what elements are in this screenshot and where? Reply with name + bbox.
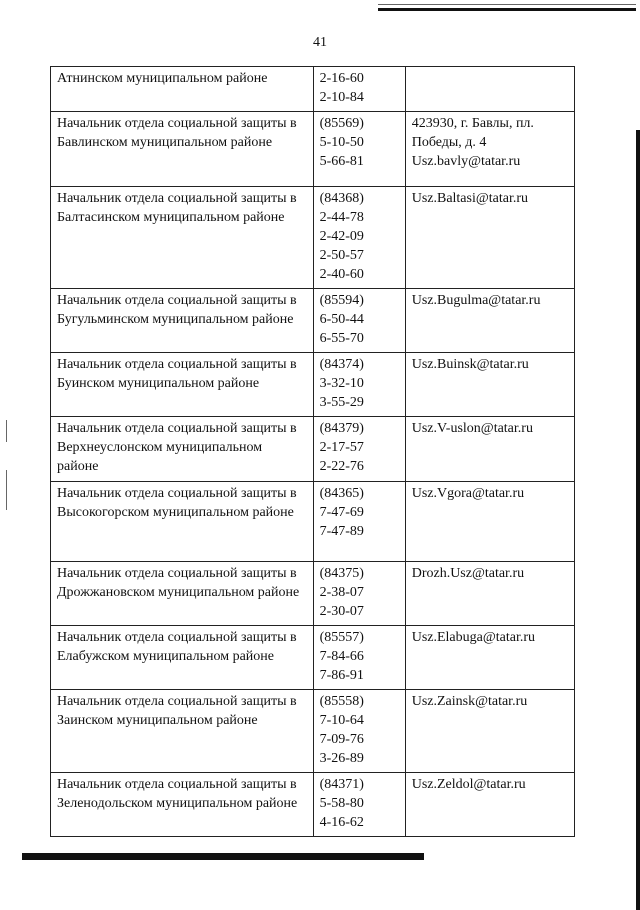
department-title-line: Начальник отдела социальной защиты в bbox=[57, 116, 297, 131]
phone-number: 5-66-81 bbox=[319, 154, 364, 169]
department-title-line: Начальник отдела социальной защиты в bbox=[57, 566, 297, 581]
phone-number: 7-09-76 bbox=[319, 732, 364, 747]
phone-number: (84365) bbox=[319, 486, 364, 501]
phone-number: 7-84-66 bbox=[319, 649, 364, 664]
contact-cell bbox=[405, 417, 574, 482]
phone-number: 2-38-07 bbox=[319, 585, 364, 600]
department-title-line: Дрожжановском муниципальном районе bbox=[57, 585, 300, 600]
contact-cell bbox=[405, 187, 574, 289]
scan-artifact-bottom bbox=[22, 853, 424, 860]
phone-number: 7-47-89 bbox=[319, 524, 364, 539]
phone-number: 2-10-84 bbox=[319, 90, 364, 105]
phone-cell bbox=[313, 417, 405, 482]
table-row bbox=[51, 626, 575, 690]
department-title-cell bbox=[51, 112, 314, 187]
phone-number: 6-55-70 bbox=[319, 331, 364, 346]
department-title-cell bbox=[51, 773, 314, 837]
phone-number: 2-17-57 bbox=[319, 440, 364, 455]
department-title-line: Атнинском муниципальном районе bbox=[57, 71, 268, 86]
department-title-line: районе bbox=[57, 459, 99, 474]
phone-number: 2-30-07 bbox=[319, 604, 364, 619]
table-row bbox=[51, 112, 575, 187]
phone-number: (84379) bbox=[319, 421, 364, 436]
department-title-cell bbox=[51, 562, 314, 626]
contact-line: Usz.Zainsk@tatar.ru bbox=[411, 694, 528, 709]
contact-cell bbox=[405, 482, 574, 562]
department-title-line: Начальник отдела социальной защиты в bbox=[57, 694, 297, 709]
phone-number: 3-32-10 bbox=[319, 376, 364, 391]
contact-line: Usz.Bugulma@tatar.ru bbox=[411, 293, 541, 308]
table-row bbox=[51, 353, 575, 417]
department-title-cell bbox=[51, 187, 314, 289]
contact-line: Usz.Zeldol@tatar.ru bbox=[411, 777, 526, 792]
scan-artifact-top bbox=[378, 8, 636, 11]
department-title-cell bbox=[51, 289, 314, 353]
phone-number: (85594) bbox=[319, 293, 364, 308]
phone-number: 5-10-50 bbox=[319, 135, 364, 150]
department-title-line: Заинском муниципальном районе bbox=[57, 713, 258, 728]
department-title-line: Начальник отдела социальной защиты в bbox=[57, 486, 297, 501]
phone-number: (84368) bbox=[319, 191, 364, 206]
department-title-cell bbox=[51, 482, 314, 562]
department-title-line: Балтасинском муниципальном районе bbox=[57, 210, 285, 225]
contact-cell bbox=[405, 690, 574, 773]
contacts-table-body bbox=[51, 67, 575, 837]
contact-line: Drozh.Usz@tatar.ru bbox=[411, 566, 525, 581]
contact-cell bbox=[405, 562, 574, 626]
contacts-table bbox=[50, 66, 575, 837]
contact-cell bbox=[405, 773, 574, 837]
contact-line: Победы, д. 4 bbox=[411, 135, 487, 150]
phone-number: 2-16-60 bbox=[319, 71, 364, 86]
phone-number: (85569) bbox=[319, 116, 364, 131]
phone-number: 7-86-91 bbox=[319, 668, 364, 683]
phone-number: 2-44-78 bbox=[319, 210, 364, 225]
phone-cell bbox=[313, 690, 405, 773]
table-row bbox=[51, 187, 575, 289]
phone-number: (85557) bbox=[319, 630, 364, 645]
phone-number: 3-26-89 bbox=[319, 751, 364, 766]
table-row bbox=[51, 773, 575, 837]
table-row bbox=[51, 289, 575, 353]
contact-line: Usz.Elabuga@tatar.ru bbox=[411, 630, 535, 645]
phone-number: (84374) bbox=[319, 357, 364, 372]
phone-number: (84371) bbox=[319, 777, 364, 792]
phone-number: 2-22-76 bbox=[319, 459, 364, 474]
department-title-line: Бугульминском муниципальном районе bbox=[57, 312, 294, 327]
phone-number: 2-42-09 bbox=[319, 229, 364, 244]
table-row bbox=[51, 67, 575, 112]
phone-number: 5-58-80 bbox=[319, 796, 364, 811]
department-title-cell bbox=[51, 67, 314, 112]
contact-line: Usz.V-uslon@tatar.ru bbox=[411, 421, 533, 436]
contact-cell bbox=[405, 289, 574, 353]
department-title-line: Бавлинском муниципальном районе bbox=[57, 135, 273, 150]
contact-cell bbox=[405, 112, 574, 187]
table-row bbox=[51, 690, 575, 773]
phone-cell bbox=[313, 562, 405, 626]
department-title-line: Начальник отдела социальной защиты в bbox=[57, 191, 297, 206]
contact-line: 423930, г. Бавлы, пл. bbox=[411, 116, 534, 131]
phone-number: (85558) bbox=[319, 694, 364, 709]
phone-number: 4-16-62 bbox=[319, 815, 364, 830]
department-title-line: Начальник отдела социальной защиты в bbox=[57, 777, 297, 792]
phone-number: 2-40-60 bbox=[319, 267, 364, 282]
scan-artifact-top-thin bbox=[378, 4, 636, 5]
phone-number: 6-50-44 bbox=[319, 312, 364, 327]
department-title-cell bbox=[51, 353, 314, 417]
department-title-line: Елабужском муниципальном районе bbox=[57, 649, 274, 664]
scan-artifact-left-mark bbox=[6, 470, 7, 510]
department-title-line: Начальник отдела социальной защиты в bbox=[57, 357, 297, 372]
contact-cell bbox=[405, 626, 574, 690]
phone-cell bbox=[313, 626, 405, 690]
department-title-line: Буинском муниципальном районе bbox=[57, 376, 260, 391]
department-title-line: Зеленодольском муниципальном районе bbox=[57, 796, 298, 811]
phone-number: 7-47-69 bbox=[319, 505, 364, 520]
department-title-line: Начальник отдела социальной защиты в bbox=[57, 630, 297, 645]
contact-cell bbox=[405, 67, 574, 112]
table-row bbox=[51, 562, 575, 626]
phone-cell bbox=[313, 67, 405, 112]
table-row bbox=[51, 482, 575, 562]
department-title-line: Верхнеуслонском муниципальном bbox=[57, 440, 263, 455]
phone-number: (84375) bbox=[319, 566, 364, 581]
department-title-cell bbox=[51, 690, 314, 773]
phone-number: 3-55-29 bbox=[319, 395, 364, 410]
phone-cell bbox=[313, 187, 405, 289]
phone-cell bbox=[313, 289, 405, 353]
phone-cell bbox=[313, 353, 405, 417]
department-title-line: Начальник отдела социальной защиты в bbox=[57, 293, 297, 308]
department-title-cell bbox=[51, 626, 314, 690]
contact-cell bbox=[405, 353, 574, 417]
phone-number: 2-50-57 bbox=[319, 248, 364, 263]
phone-cell bbox=[313, 482, 405, 562]
contact-line: Usz.Vgora@tatar.ru bbox=[411, 486, 525, 501]
department-title-line: Высокогорском муниципальном районе bbox=[57, 505, 294, 520]
phone-number: 7-10-64 bbox=[319, 713, 364, 728]
table-row bbox=[51, 417, 575, 482]
phone-cell bbox=[313, 112, 405, 187]
department-title-cell bbox=[51, 417, 314, 482]
scan-artifact-left-mark bbox=[6, 420, 7, 442]
contact-line: Usz.Buinsk@tatar.ru bbox=[411, 357, 529, 372]
department-title-line: Начальник отдела социальной защиты в bbox=[57, 421, 297, 436]
contact-line: Usz.Baltasi@tatar.ru bbox=[411, 191, 529, 206]
page-number: 41 bbox=[313, 35, 327, 50]
contact-line: Usz.bavly@tatar.ru bbox=[411, 154, 521, 169]
scan-artifact-right-edge bbox=[636, 130, 640, 910]
phone-cell bbox=[313, 773, 405, 837]
